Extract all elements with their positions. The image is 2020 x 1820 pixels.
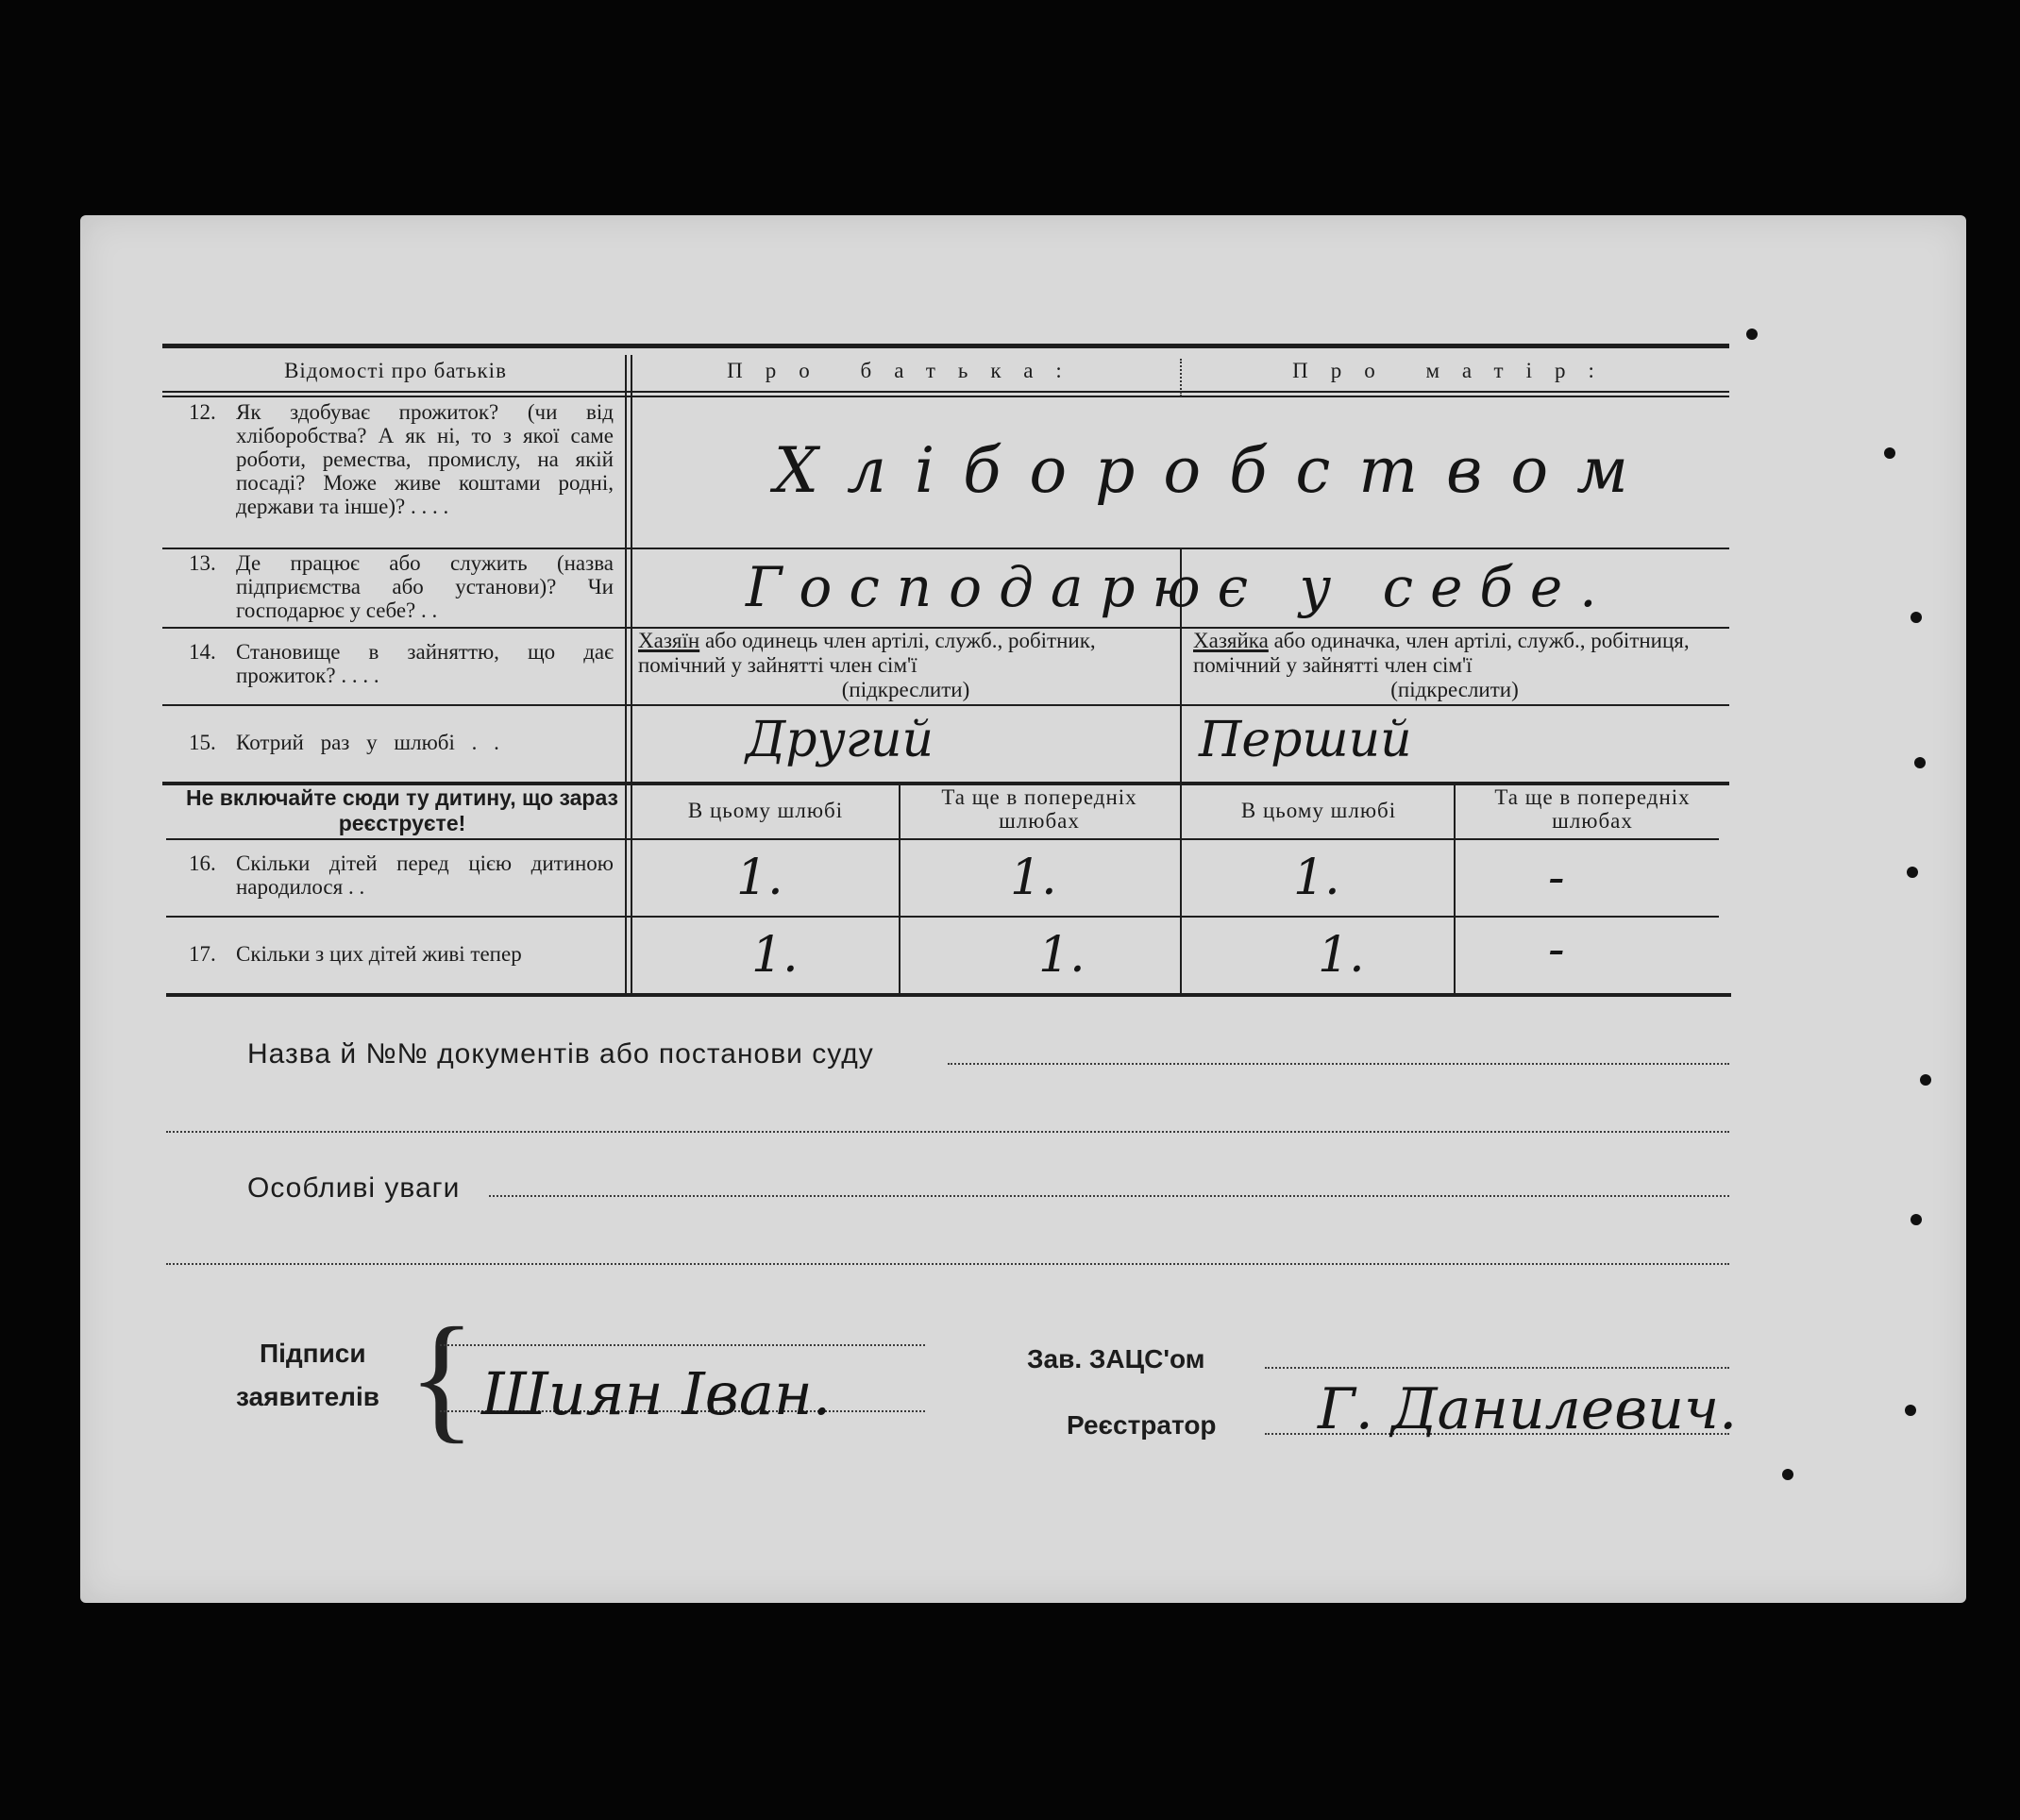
q14-text: Становище в зайняттю, що дає прожиток? . . . . xyxy=(236,640,614,687)
punch-hole xyxy=(1911,1214,1922,1225)
registrar-signature: Г. Данилевич. xyxy=(1318,1376,1738,1442)
header-info-label: Відомості про батьків xyxy=(284,359,507,382)
documents-line xyxy=(948,1063,1729,1065)
remarks-line-2 xyxy=(166,1263,1729,1265)
punch-hole xyxy=(1884,447,1895,459)
head-line xyxy=(1265,1367,1729,1369)
applicants-label-1: Підписи xyxy=(260,1339,366,1368)
q16-text: Скільки дітей перед цією дитиною народилося . . xyxy=(236,851,614,899)
punch-hole xyxy=(1746,329,1758,340)
q16-father-previous: 1. xyxy=(1010,850,1057,906)
applicants-brace: { xyxy=(408,1299,476,1456)
q16-father-this: 1. xyxy=(736,850,783,906)
applicant-signature: Шиян Іван. xyxy=(481,1359,832,1428)
q14-father-options xyxy=(638,629,1176,678)
q14-mother-options xyxy=(1193,629,1731,678)
header-father: Про батька: xyxy=(727,359,1085,382)
punch-hole xyxy=(1911,612,1922,623)
q14-mother-underlined: Хазяйка xyxy=(1193,629,1269,652)
table-bottom-rule xyxy=(166,993,1731,997)
q16-mother-this: 1. xyxy=(1293,850,1340,906)
documents-line-2 xyxy=(166,1131,1729,1133)
q17-mother-previous: - xyxy=(1548,921,1565,978)
q17-text: Скільки з цих дітей живі тепер xyxy=(236,942,522,966)
q15-mother-answer: Перший xyxy=(1199,712,1412,768)
documents-label: Назва й №№ документів або постанови суду xyxy=(247,1038,874,1070)
q14-number: 14. xyxy=(189,640,216,664)
q17-father-previous: 1. xyxy=(1038,927,1086,984)
header-mother: Про матір: xyxy=(1292,359,1617,382)
remarks-line xyxy=(489,1195,1729,1197)
col-divider xyxy=(899,784,901,995)
q14-mother-rest: або одиначка, член артілі, служб., робітниця, помічний у зайнятті член сім'ї xyxy=(1193,629,1690,677)
punch-hole xyxy=(1782,1469,1793,1480)
q15-father-answer: Другий xyxy=(746,712,934,768)
col-divider-dashed xyxy=(1180,359,1184,396)
q15-text: Котрий раз у шлюбі . . xyxy=(236,731,499,754)
col-divider xyxy=(631,355,632,995)
mother-previous-marriages: Та ще в попередніх шлюбах xyxy=(1494,785,1691,833)
header-rule-2 xyxy=(162,396,1729,397)
q14-father-note: (підкреслити) xyxy=(841,678,970,701)
punch-hole xyxy=(1914,757,1926,768)
applicants-label-2: заявителів xyxy=(236,1382,379,1411)
children-warning: Не включайте сюди ту дитину, що зараз реєструєте! xyxy=(185,785,618,835)
punch-hole xyxy=(1905,1405,1916,1416)
col-divider xyxy=(1454,784,1456,995)
q14-father-underlined: Хазяїн xyxy=(638,629,700,652)
table-top-rule xyxy=(162,344,1729,348)
punch-hole xyxy=(1920,1074,1931,1086)
applicant-line-1 xyxy=(440,1344,925,1346)
head-label: Зав. ЗАЦС'ом xyxy=(1027,1344,1205,1373)
q16-number: 16. xyxy=(189,851,216,875)
father-this-marriage: В цьому шлюбі xyxy=(687,799,844,822)
father-previous-marriages: Та ще в попередніх шлюбах xyxy=(941,785,1137,833)
remarks-label: Особливі уваги xyxy=(247,1172,461,1204)
q16-mother-previous: - xyxy=(1548,850,1565,906)
q15-number: 15. xyxy=(189,731,216,754)
q17-father-this: 1. xyxy=(751,927,799,984)
q13-number: 13. xyxy=(189,551,216,575)
q14-mother-note: (підкреслити) xyxy=(1390,678,1519,701)
col-divider xyxy=(625,355,627,995)
punch-hole xyxy=(1907,867,1918,878)
registrar-label: Реєстратор xyxy=(1067,1410,1217,1440)
row-rule xyxy=(166,916,1719,918)
q14-father-rest: або одинець член артілі, служб., робітник, помічний у зайнятті член сім'ї xyxy=(638,629,1096,677)
q12-text: Як здобуває прожиток? (чи від хліборобства? А як ні, то з якої саме роботи, ремества, промислу, на якій посаді? Може живе коштами родні, держави та інше)? . . . . xyxy=(236,400,614,518)
mother-this-marriage: В цьому шлюбі xyxy=(1240,799,1397,822)
row-rule xyxy=(162,548,1729,549)
q13-text: Де працює або служить (назва підприємства або установи)? Чи господарює у себе? . . xyxy=(236,551,614,622)
header-rule xyxy=(162,391,1729,393)
q17-number: 17. xyxy=(189,942,216,966)
q12-number: 12. xyxy=(189,400,216,424)
row-rule xyxy=(162,704,1729,706)
row-rule xyxy=(166,838,1719,840)
q17-mother-this: 1. xyxy=(1318,927,1365,984)
q12-answer: Хліборобством xyxy=(774,434,1657,507)
q13-answer: Господарює у себе. xyxy=(746,555,1614,619)
